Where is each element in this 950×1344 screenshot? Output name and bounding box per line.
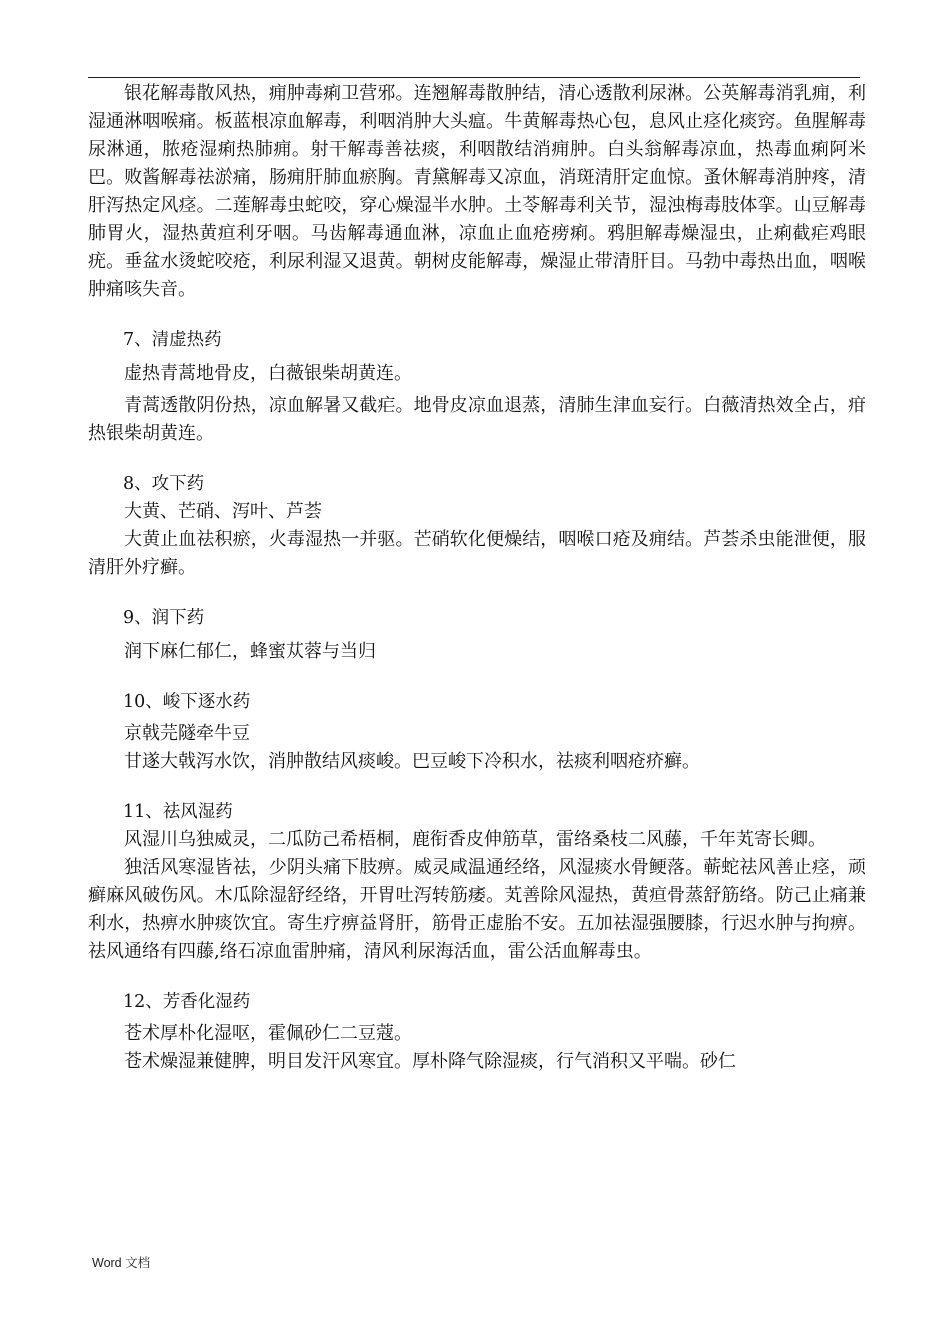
section-heading-8: 8、攻下药: [123, 474, 205, 494]
header-rule: [88, 77, 860, 78]
section-11-paragraph: 独活风寒湿皆祛，少阴头痛下肢痹。威灵咸温通经络，风湿痰水骨鲠落。蕲蛇祛风善止痉，顽癣麻风破伤风。木瓜除湿舒经络，开胃吐泻转筋痿。芄善除风湿热，黄疸骨蒸舒筋络。防己止痛兼利水，热痹水肿痰饮宜。寄生疗痹益肾肝，筋骨正虚胎不安。五加祛湿强腰膝，行迟水肿与拘痹。祛风通络有四藤,络石凉血雷肿痛，清风利尿海活血，雷公活血解毒虫。: [88, 857, 866, 962]
section-7-paragraph: 青蒿透散阴份热，凉血解暑又截疟。地骨皮凉血退蒸，清肺生津血妄行。白薇清热效全占，疳热银柴胡黄连。: [88, 395, 866, 444]
section-heading-7: 7、清虚热药: [123, 330, 222, 350]
section-heading-12: 12、芳香化湿药: [123, 992, 251, 1012]
paragraph-detoxify-herbs: 银花解毒散风热，痈肿毒痢卫营邪。连翘解毒散肿结，清心透散利尿淋。公英解毒消乳痈，利湿通淋咽喉痛。板蓝根凉血解毒，利咽消肿大头瘟。牛黄解毒热心包，息风止痉化痰窍。鱼腥解毒尿淋通，脓疮湿痢热肺痈。射干解毒善祛痰，利咽散结消痈肿。白头翁解毒凉血，热毒血痢阿米巴。败酱解毒祛淤痛，肠痈肝肺血瘀胸。青黛解毒又凉血，消斑清肝定血惊。蚤休解毒消肿疼，清肝泻热定风痉。二莲解毒虫蛇咬，穿心燥湿半水肿。土苓解毒利关节，湿浊梅毒肢体挛。山豆解毒肺胃火，湿热黄疸利牙咽。马齿解毒通血淋，凉血止血疮痨痢。鸦胆解毒燥湿虫，止痢截疟鸡眼疣。垂盆水烫蛇咬疮，利尿利湿又退黄。朝树皮能解毒，燥湿止带清肝目。马勃中毒热出血，咽喉肿痛咳失音。: [88, 83, 866, 300]
document-body: [88, 80, 866, 1076]
section-11-summary: 风湿川乌独威灵，二瓜防己希梧桐，鹿衔香皮伸筋草，雷络桑枝二风藤，千年芄寄长卿。: [124, 829, 826, 850]
section-8-paragraph: 大黄止血祛积瘀，火毒湿热一并驱。芒硝软化便燥结，咽喉口疮及痈结。芦荟杀虫能泄便，服清肝外疗癣。: [88, 529, 866, 578]
section-heading-11: 11、祛风湿药: [123, 802, 233, 822]
section-7-summary: 虚热青蒿地骨皮，白薇银柴胡黄连。: [124, 363, 412, 384]
section-8-summary: 大黄、芒硝、泻叶、芦荟: [124, 501, 322, 522]
section-12-summary: 苍术厚朴化湿呕，霍佩砂仁二豆蔻。: [124, 1023, 412, 1044]
section-12-paragraph: 苍术燥湿兼健脾，明目发汗风寒宜。厚朴降气除湿痰，行气消积又平喘。砂仁: [124, 1051, 736, 1072]
section-10-summary: 京戟芫隧牵牛豆: [124, 723, 250, 744]
section-9-summary: 润下麻仁郁仁，蜂蜜苁蓉与当归: [124, 641, 376, 662]
section-heading-9: 9、润下药: [123, 608, 205, 628]
section-10-paragraph: 甘遂大戟泻水饮，消肿散结风痰峻。巴豆峻下冷积水，祛痰利咽疮疥癣。: [124, 751, 700, 772]
section-heading-10: 10、峻下逐水药: [123, 692, 251, 712]
page-footer-label: Word 文档: [92, 1256, 151, 1270]
